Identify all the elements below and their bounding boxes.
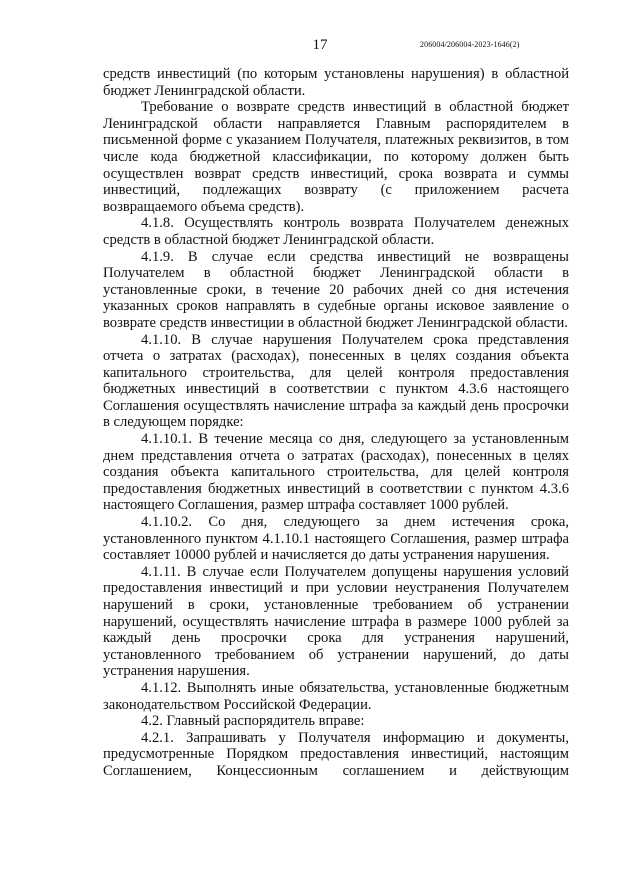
document-code: 206004/206004-2023-1646(2) — [420, 40, 520, 49]
paragraph-7: 4.1.10.2. Со дня, следующего за днем истечения срока, установленного пунктом 4.1.10.1 настоящего Соглашения, размер штрафа составляет 10000 рублей и начисляется до даты устранения нарушения. — [103, 514, 569, 564]
paragraph-2: Требование о возврате средств инвестиций в областной бюджет Ленинградской области направляется Главным распорядителем в письменной форме с указанием Получателя, платежных реквизитов, в том числе кода бюджетной классификации, по которому должен быть осуществлен возврат средств инвестиций, срока возврата и суммы инвестиций, подлежащих возврату (с приложением расчета возвращаемого объема средств). — [103, 99, 569, 215]
paragraph-8: 4.1.11. В случае если Получателем допущены нарушения условий предоставления инвестиций и при условии неустранения Получателем нарушений в сроки, установленные требованием об устранении нарушений, осуществлять начисление штрафа в размере 1000 рублей за каждый день просрочки срока для устранения нарушений, установленного требованием об устранении нарушений, до даты устранения нарушения. — [103, 563, 569, 680]
document-body — [103, 66, 569, 780]
paragraph-9: 4.1.12. Выполнять иные обязательства, установленные бюджетным законодательством Российской Федерации. — [103, 679, 569, 713]
paragraph-4: 4.1.9. В случае если средства инвестиций не возвращены Получателем в областной бюджет Ленинградской области в установленные сроки, в течение 20 рабочих дней со дня истечения указанных сроков направлять в судебные органы исковое заявление о возврате средств инвестиции в областной бюджет Ленинградской области. — [103, 248, 569, 331]
paragraph-11: 4.2.1. Запрашивать у Получателя информацию и документы, предусмотренные Порядком предоставления инвестиций, настоящим Соглашением, Концессионным соглашением и действующим — [103, 729, 569, 779]
paragraph-10: 4.2. Главный распорядитель вправе: — [141, 713, 365, 730]
paragraph-5: 4.1.10. В случае нарушения Получателем срока представления отчета о затратах (расходах), понесенных в целях создания объекта капитального строительства, для целей контроля предоставления бюджетных инвестиций в соответствии с пунктом 4.3.6 настоящего Соглашения осуществлять начисление штрафа за каждый день просрочки в следующем порядке: — [103, 331, 569, 431]
page-number: 17 — [312, 37, 328, 53]
paragraph-3: 4.1.8. Осуществлять контроль возврата Получателем денежных средств в областной бюджет Ленинградской области. — [103, 215, 569, 248]
paragraph-6: 4.1.10.1. В течение месяца со дня, следующего за установленным днем представления отчета о затратах (расходах), понесенных в целях создания объекта капитального строительства, для целей контроля предоставления бюджетных инвестиций в соответствии с пунктом 4.3.6 настоящего Соглашения, размер штрафа составляет 1000 рублей. — [103, 431, 569, 514]
paragraph-1: средств инвестиций (по которым установлены нарушения) в областной бюджет Ленинградской области. — [103, 66, 569, 99]
